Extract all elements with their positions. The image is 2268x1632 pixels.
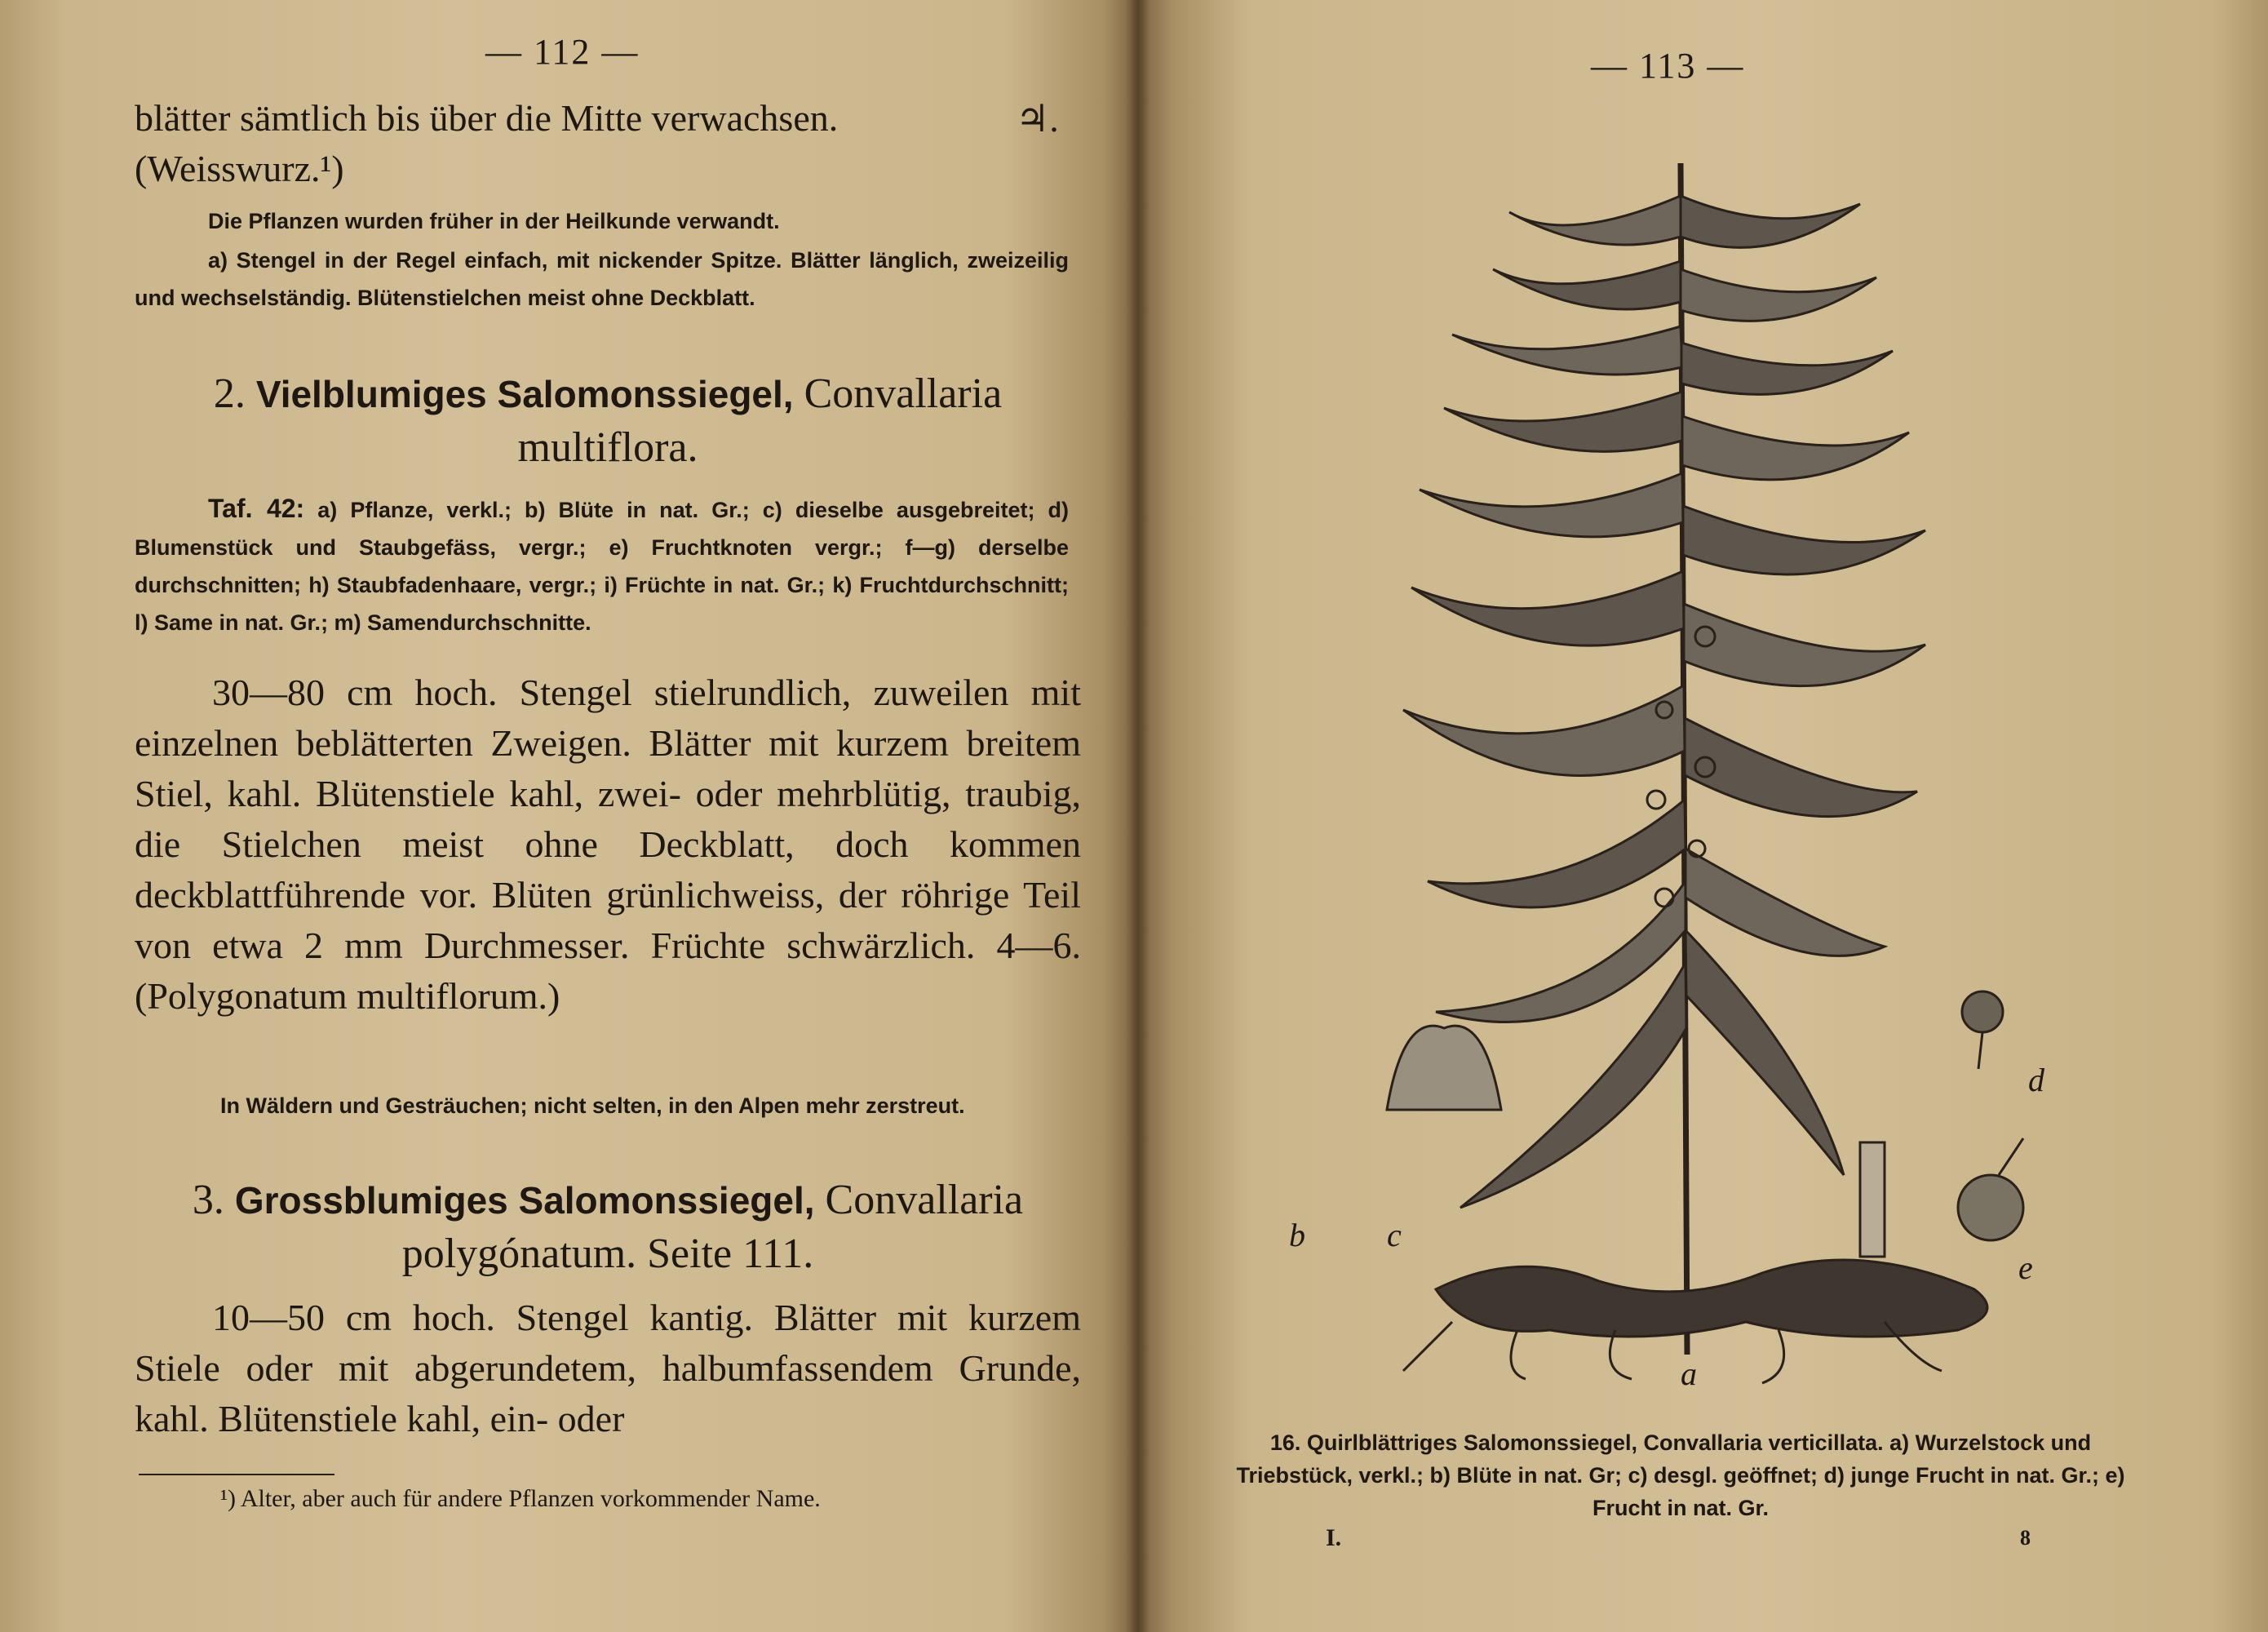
heading2-latin1: Convallaria [804,370,1003,417]
heading3-latin2: polygónatum. [401,1231,637,1277]
tafel-legend [135,490,1069,641]
heading3-number: 3. [192,1177,224,1223]
heading3-latin1: Convallaria [825,1177,1024,1223]
plant-drawing [1354,163,2023,1383]
note-stengel: a) Stengel in der Regel einfach, mit nickender Spitze. Blätter länglich, zweizeilig und wechselständig. Blütenstielchen meist ohne Deckblatt. [135,248,1069,310]
heading3-page-ref: Seite 111. [647,1231,814,1277]
signature-mark: I. [1326,1524,1342,1551]
heading-species-3 [135,1173,1081,1281]
figure-label-c: c [1387,1217,1402,1253]
tafel-text: a) Pflanze, verkl.; b) Blüte in nat. Gr.; c) dieselbe ausgebreitet; d) Blumenstück und Staubgefäss, vergr.; e) Fruchtknoten vergr.; f—g) derselbe durchschnitten; h) Staubfadenhaare, vergr.; i) Früchte in nat. Gr.; k) Fruchtdurchschnitt; l) Same in nat. Gr.; m) Samendurchschnitte. [135,498,1070,635]
continued-text: blätter sämtlich bis über die Mitte verwachsen. [135,97,839,139]
figure-label-b: b [1289,1217,1305,1253]
habitat-species-2: In Wäldern und Gesträuchen; nicht selten, in den Alpen mehr zerstreut. [220,1093,965,1118]
page-number-113: — 113 — [1591,46,1745,86]
heading3-name: Grossblumiges Salomonssiegel, [234,1179,815,1222]
sheet-number: 8 [2020,1526,2031,1550]
continued-line [135,96,1081,140]
figure-label-a: a [1681,1355,1697,1392]
perennial-symbol: ♃. [1016,98,1059,140]
figure-caption: 16. Quirlblättriges Salomonssiegel, Convallaria verticillata. a) Wurzelstock und Triebstück, verkl.; b) Blüte in nat. Gr; c) desgl. geöffnet; d) junge Frucht in nat. Gr.; e) Frucht in nat. Gr. [1236,1430,2125,1520]
page-number-112: — 112 — [485,32,640,72]
common-name-weisswurz: (Weisswurz.¹) [135,148,344,189]
description-species-2: 30—80 cm hoch. Stengel stielrundlich, zuweilen mit einzelnen beblätterten Zweigen. Blätter mit kurzem breitem Stiel, kahl. Blütenstiele kahl, zwei- oder mehrblütig, traubig, die Stielchen meist ohne Deckblatt, doch kommen deckblattführende vor. Blüten grünlichweiss, der röhrige Teil von etwa 2 mm Durchmesser. Früchte schwärzlich. 4—6. (Polygonatum multiflorum.) [135,672,1081,1017]
note-heilkunde: Die Pflanzen wurden früher in der Heilkunde verwandt. [208,209,780,233]
heading2-name: Vielblumiges Salomonssiegel, [255,373,794,415]
tafel-label: Taf. 42: [208,494,305,523]
plant-illustration [1354,147,2089,1387]
figure-label-e: e [2018,1249,2033,1286]
footnote-rule [139,1474,334,1475]
figure-label-d: d [2028,1062,2044,1098]
heading2-latin2: multiflora. [517,424,698,471]
heading2-number: 2. [213,370,246,417]
footnote: ¹) Alter, aber auch für andere Pflanzen vorkommender Name. [220,1485,821,1512]
book-gutter [1126,0,1150,1632]
heading-species-2 [135,367,1081,475]
description-species-3: 10—50 cm hoch. Stengel kantig. Blätter mit kurzem Stiele oder mit abgerundetem, halbumfassendem Grunde, kahl. Blütenstiele kahl, ein- oder [135,1297,1081,1439]
